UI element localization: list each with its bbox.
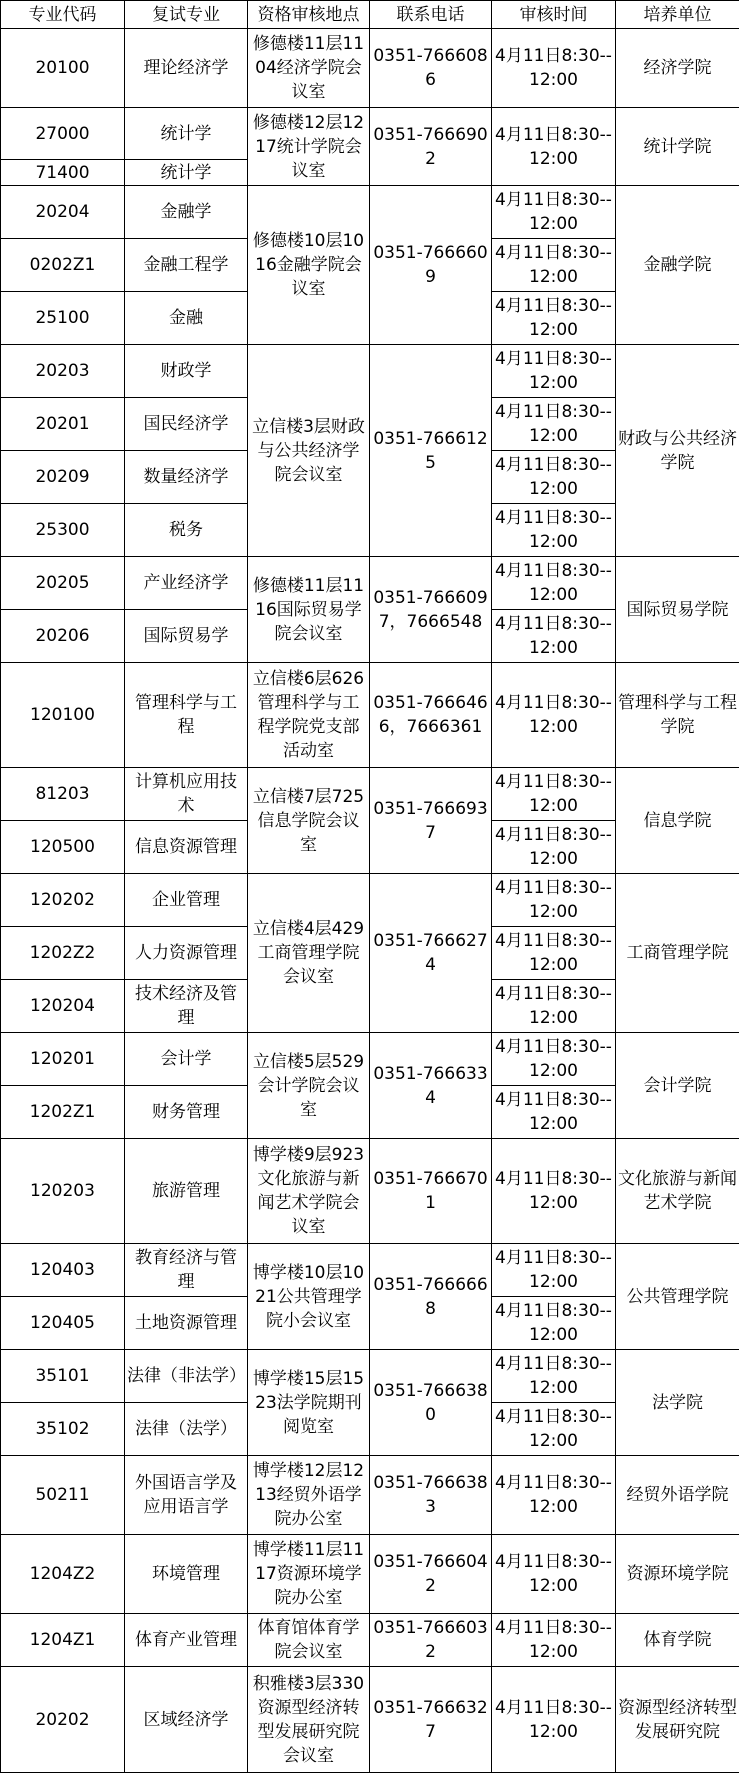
major-cell: 体育产业管理 <box>125 1614 248 1667</box>
major-cell: 统计学 <box>125 108 248 160</box>
table-row <box>1 663 739 768</box>
code-cell: 27000 <box>1 108 125 160</box>
major-cell: 环境管理 <box>125 1535 248 1614</box>
time-cell: 4月11日8:30--12:00 <box>492 398 616 451</box>
time-cell: 4月11日8:30--12:00 <box>492 1535 616 1614</box>
table-row <box>1 1033 739 1086</box>
table-row <box>1 768 739 821</box>
major-cell: 金融 <box>125 292 248 345</box>
unit-cell: 文化旅游与新闻艺术学院 <box>616 1139 739 1244</box>
time-cell: 4月11日8:30--12:00 <box>492 345 616 398</box>
table-row <box>1 1244 739 1297</box>
header-code: 专业代码 <box>1 1 125 29</box>
location-cell: 立信楼7层725信息学院会议室 <box>248 768 370 874</box>
unit-cell: 国际贸易学院 <box>616 557 739 663</box>
major-cell: 数量经济学 <box>125 451 248 504</box>
time-cell: 4月11日8:30--12:00 <box>492 504 616 557</box>
unit-cell: 管理科学与工程学院 <box>616 663 739 768</box>
time-cell: 4月11日8:30--12:00 <box>492 1139 616 1244</box>
time-cell: 4月11日8:30--12:00 <box>492 663 616 768</box>
code-cell: 25100 <box>1 292 125 345</box>
time-cell: 4月11日8:30--12:00 <box>492 821 616 874</box>
time-cell: 4月11日8:30--12:00 <box>492 29 616 108</box>
table-row <box>1 29 739 108</box>
major-cell: 统计学 <box>125 160 248 186</box>
location-cell: 体育馆体育学院会议室 <box>248 1614 370 1667</box>
time-cell: 4月11日8:30--12:00 <box>492 1086 616 1139</box>
major-cell: 财务管理 <box>125 1086 248 1139</box>
code-cell: 20204 <box>1 186 125 239</box>
phone-cell: 0351-7666383 <box>370 1456 492 1535</box>
code-cell: 120500 <box>1 821 125 874</box>
table-row <box>1 874 739 927</box>
unit-cell: 公共管理学院 <box>616 1244 739 1350</box>
phone-cell: 0351-7666334 <box>370 1033 492 1139</box>
location-cell: 立信楼5层529会计学院会议室 <box>248 1033 370 1139</box>
table-row <box>1 1614 739 1667</box>
major-cell: 法律（非法学） <box>125 1350 248 1403</box>
phone-cell: 0351-7666032 <box>370 1614 492 1667</box>
major-cell: 产业经济学 <box>125 557 248 610</box>
code-cell: 120405 <box>1 1297 125 1350</box>
time-cell: 4月11日8:30--12:00 <box>492 1033 616 1086</box>
major-cell: 人力资源管理 <box>125 927 248 980</box>
time-cell: 4月11日8:30--12:00 <box>492 1297 616 1350</box>
major-cell: 理论经济学 <box>125 29 248 108</box>
unit-cell: 资源环境学院 <box>616 1535 739 1614</box>
location-cell: 博学楼11层1117资源环境学院办公室 <box>248 1535 370 1614</box>
time-cell: 4月11日8:30--12:00 <box>492 874 616 927</box>
location-cell: 博学楼12层1213经贸外语学院办公室 <box>248 1456 370 1535</box>
table-row <box>1 345 739 398</box>
code-cell: 120203 <box>1 1139 125 1244</box>
unit-cell: 法学院 <box>616 1350 739 1456</box>
code-cell: 50211 <box>1 1456 125 1535</box>
header-phone: 联系电话 <box>370 1 492 29</box>
header-row <box>1 1 739 29</box>
major-cell: 管理科学与工程 <box>125 663 248 768</box>
major-cell: 税务 <box>125 504 248 557</box>
code-cell: 71400 <box>1 160 125 186</box>
time-cell: 4月11日8:30--12:00 <box>492 1244 616 1297</box>
location-cell: 立信楼6层626管理科学与工程学院党支部活动室 <box>248 663 370 768</box>
phone-cell: 0351-7666274 <box>370 874 492 1033</box>
header-time: 审核时间 <box>492 1 616 29</box>
location-cell: 修德楼10层1016金融学院会议室 <box>248 186 370 345</box>
unit-cell: 信息学院 <box>616 768 739 874</box>
major-cell: 金融学 <box>125 186 248 239</box>
code-cell: 1204Z1 <box>1 1614 125 1667</box>
phone-cell: 0351-7666327 <box>370 1667 492 1773</box>
unit-cell: 经贸外语学院 <box>616 1456 739 1535</box>
code-cell: 120403 <box>1 1244 125 1297</box>
time-cell: 4月11日8:30--12:00 <box>492 186 616 239</box>
major-cell: 会计学 <box>125 1033 248 1086</box>
major-cell: 旅游管理 <box>125 1139 248 1244</box>
code-cell: 120202 <box>1 874 125 927</box>
code-cell: 20206 <box>1 610 125 663</box>
code-cell: 20201 <box>1 398 125 451</box>
header-location: 资格审核地点 <box>248 1 370 29</box>
time-cell: 4月11日8:30--12:00 <box>492 292 616 345</box>
header-major: 复试专业 <box>125 1 248 29</box>
time-cell: 4月11日8:30--12:00 <box>492 980 616 1033</box>
time-cell: 4月11日8:30--12:00 <box>492 451 616 504</box>
major-cell: 国民经济学 <box>125 398 248 451</box>
time-cell: 4月11日8:30--12:00 <box>492 1403 616 1456</box>
major-cell: 教育经济与管理 <box>125 1244 248 1297</box>
unit-cell: 体育学院 <box>616 1614 739 1667</box>
time-cell: 4月11日8:30--12:00 <box>492 768 616 821</box>
table-row <box>1 1535 739 1614</box>
code-cell: 1204Z2 <box>1 1535 125 1614</box>
major-cell: 国际贸易学 <box>125 610 248 663</box>
table-row <box>1 186 739 239</box>
code-cell: 20205 <box>1 557 125 610</box>
unit-cell: 统计学院 <box>616 108 739 186</box>
time-cell: 4月11日8:30--12:00 <box>492 1667 616 1773</box>
time-cell: 4月11日8:30--12:00 <box>492 239 616 292</box>
phone-cell: 0351-7666609 <box>370 186 492 345</box>
location-cell: 修德楼11层1116国际贸易学院会议室 <box>248 557 370 663</box>
code-cell: 20202 <box>1 1667 125 1773</box>
table-row <box>1 1139 739 1244</box>
phone-cell: 0351-7666668 <box>370 1244 492 1350</box>
phone-cell: 0351-7666097，7666548 <box>370 557 492 663</box>
code-cell: 1202Z1 <box>1 1086 125 1139</box>
phone-cell: 0351-7666086 <box>370 29 492 108</box>
time-cell: 4月11日8:30--12:00 <box>492 1614 616 1667</box>
major-cell: 区域经济学 <box>125 1667 248 1773</box>
location-cell: 博学楼10层1021公共管理学院小会议室 <box>248 1244 370 1350</box>
code-cell: 0202Z1 <box>1 239 125 292</box>
major-cell: 计算机应用技术 <box>125 768 248 821</box>
major-cell: 技术经济及管理 <box>125 980 248 1033</box>
time-cell: 4月11日8:30--12:00 <box>492 108 616 186</box>
location-cell: 积雅楼3层330资源型经济转型发展研究院会议室 <box>248 1667 370 1773</box>
time-cell: 4月11日8:30--12:00 <box>492 927 616 980</box>
major-cell: 法律（法学） <box>125 1403 248 1456</box>
table-row <box>1 1350 739 1403</box>
major-cell: 企业管理 <box>125 874 248 927</box>
unit-cell: 财政与公共经济学院 <box>616 345 739 557</box>
code-cell: 25300 <box>1 504 125 557</box>
unit-cell: 工商管理学院 <box>616 874 739 1033</box>
major-cell: 外国语言学及应用语言学 <box>125 1456 248 1535</box>
code-cell: 120204 <box>1 980 125 1033</box>
unit-cell: 金融学院 <box>616 186 739 345</box>
phone-cell: 0351-7666701 <box>370 1139 492 1244</box>
phone-cell: 0351-7666042 <box>370 1535 492 1614</box>
table-row <box>1 1456 739 1535</box>
location-cell: 博学楼9层923文化旅游与新闻艺术学院会议室 <box>248 1139 370 1244</box>
location-cell: 修德楼11层1104经济学院会议室 <box>248 29 370 108</box>
unit-cell: 会计学院 <box>616 1033 739 1139</box>
code-cell: 1202Z2 <box>1 927 125 980</box>
code-cell: 20203 <box>1 345 125 398</box>
code-cell: 20209 <box>1 451 125 504</box>
major-cell: 金融工程学 <box>125 239 248 292</box>
code-cell: 35101 <box>1 1350 125 1403</box>
major-cell: 财政学 <box>125 345 248 398</box>
time-cell: 4月11日8:30--12:00 <box>492 610 616 663</box>
unit-cell: 资源型经济转型发展研究院 <box>616 1667 739 1773</box>
phone-cell: 0351-7666466，7666361 <box>370 663 492 768</box>
table-row <box>1 1667 739 1773</box>
location-cell: 修德楼12层1217统计学院会议室 <box>248 108 370 186</box>
major-cell: 信息资源管理 <box>125 821 248 874</box>
time-cell: 4月11日8:30--12:00 <box>492 1456 616 1535</box>
phone-cell: 0351-7666380 <box>370 1350 492 1456</box>
table-row <box>1 557 739 610</box>
major-cell: 土地资源管理 <box>125 1297 248 1350</box>
code-cell: 35102 <box>1 1403 125 1456</box>
location-cell: 博学楼15层1523法学院期刊阅览室 <box>248 1350 370 1456</box>
location-cell: 立信楼3层财政与公共经济学院会议室 <box>248 345 370 557</box>
time-cell: 4月11日8:30--12:00 <box>492 1350 616 1403</box>
phone-cell: 0351-7666937 <box>370 768 492 874</box>
phone-cell: 0351-7666902 <box>370 108 492 186</box>
code-cell: 20100 <box>1 29 125 108</box>
header-unit: 培养单位 <box>616 1 739 29</box>
code-cell: 120100 <box>1 663 125 768</box>
time-cell: 4月11日8:30--12:00 <box>492 557 616 610</box>
code-cell: 120201 <box>1 1033 125 1086</box>
table-row <box>1 108 739 160</box>
location-cell: 立信楼4层429工商管理学院会议室 <box>248 874 370 1033</box>
phone-cell: 0351-7666125 <box>370 345 492 557</box>
code-cell: 81203 <box>1 768 125 821</box>
unit-cell: 经济学院 <box>616 29 739 108</box>
